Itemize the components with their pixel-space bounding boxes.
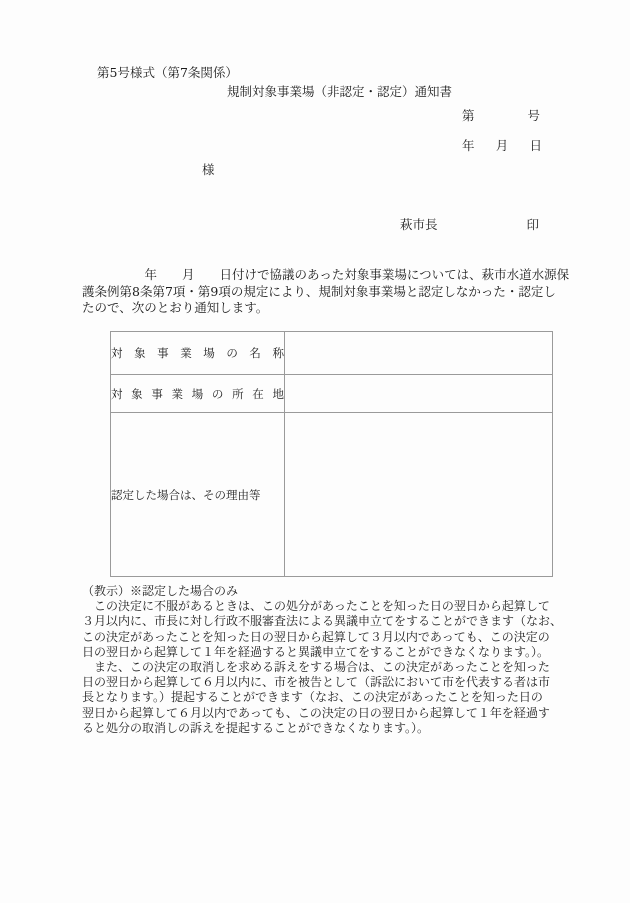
appeal-notice-line: 日の翌日から起算して１年を経過すると異議申立てをすることができなくなります。）。 — [82, 644, 550, 659]
doc-number-line — [462, 106, 540, 124]
table-row-certification-reason — [111, 413, 553, 577]
intro-paragraph — [82, 267, 570, 317]
date-month-label: 月 — [495, 138, 509, 153]
date-line — [462, 136, 542, 154]
sender-title: 萩市長 — [400, 217, 438, 232]
row-value-certification-reason — [285, 413, 553, 577]
date-year-label: 年 — [462, 138, 475, 153]
appeal-notice-line: ３月以内に、市長に対し行政不服審査法による異議申立てをすることができます（なお、 — [82, 614, 563, 629]
appeal-notice-block — [82, 584, 563, 736]
intro-line: 護条例第8条第7項・第9項の規定により、規制対象事業場と認定しなかった・認定し — [82, 283, 556, 299]
document-title: 規制対象事業場（非認定・認定）通知書 — [227, 84, 453, 99]
appeal-notice-line: 長となります。）提起することができます（なお、この決定があったことを知った日の — [82, 690, 543, 705]
appeal-notice-line: 翌日から起算して６月以内であっても、この決定の日の翌日から起算して１年を経過す — [82, 705, 550, 720]
date-day-label: 日 — [529, 138, 542, 153]
seal-mark: 印 — [526, 217, 539, 232]
table-row-business-name — [111, 332, 553, 375]
appeal-notice-line: ると処分の取消しの訴えを提起することができなくなります。）。 — [82, 720, 430, 735]
row-label-business-name: 対象事業場の名称 — [111, 332, 285, 375]
appeal-notice-line: この決定に不服があるときは、この処分があったことを知った日の翌日から起算して — [82, 599, 550, 614]
appeal-notice-line: 日の翌日から起算して６月以内に、市を被告として（訴訟において市を代表する者は市 — [82, 675, 551, 690]
appeal-notice-line: この決定があったことを知った日の翌日から起算して３月以内であっても、この決定の — [82, 629, 550, 644]
notification-table — [110, 331, 553, 577]
form-number-label: 第5号様式（第7条関係） — [97, 65, 238, 80]
row-label-certification-reason: 認定した場合は、その理由等 — [111, 413, 285, 577]
sender-line — [400, 215, 539, 233]
row-label-business-address: 対象事業場の所在地 — [111, 375, 285, 413]
row-value-business-address — [285, 375, 553, 413]
appeal-notice-heading: （教示）※認定した場合のみ — [82, 584, 239, 598]
doc-number-prefix: 第 — [462, 108, 475, 123]
row-value-business-name — [285, 332, 553, 375]
table-row-business-address — [111, 375, 553, 413]
intro-line: 年 月 日付けで協議のあった対象事業場については、萩市水道水源保 — [82, 267, 570, 282]
addressee-honorific: 様 — [202, 162, 215, 177]
appeal-notice-line: また、この決定の取消しを求める訴えをする場合は、この決定があったことを知った — [82, 660, 550, 675]
intro-line: たので、次のとおり通知します。 — [82, 300, 269, 315]
doc-number-suffix: 号 — [527, 108, 540, 123]
